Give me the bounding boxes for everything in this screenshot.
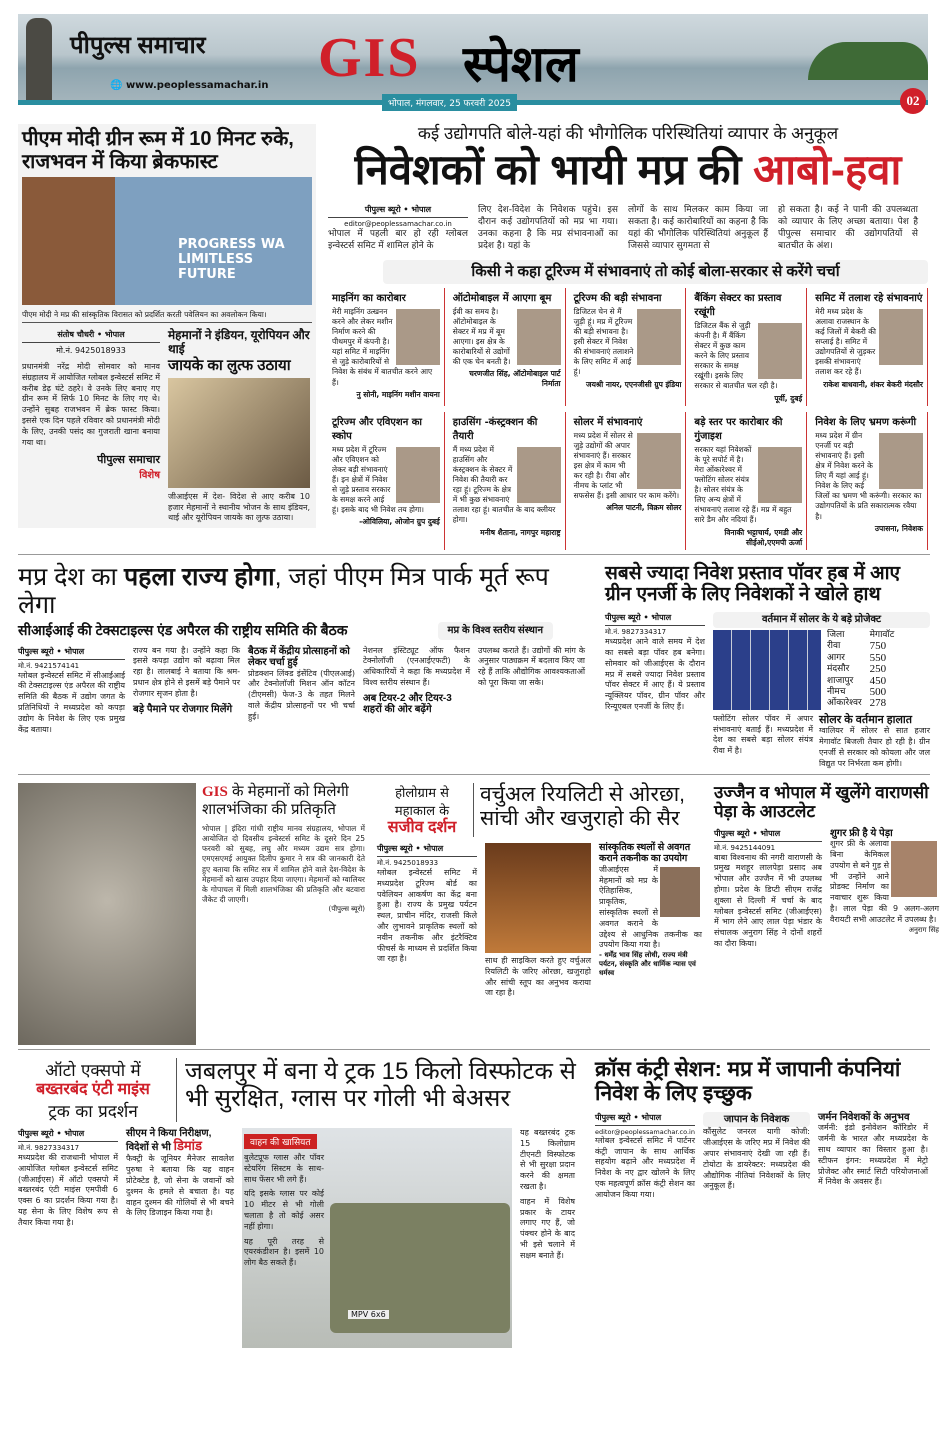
quote-card [449, 412, 566, 550]
quote-name: -ओविलिया, ओजोन ग्रुप दुबई [359, 517, 440, 527]
quote-text: डिजिटल चेन से मैं जुड़ी हूं। मप्र में टूरिज्म की बड़ी संभावना है। इसी सेक्टर में निवेश की संभावनाएं तलाशने के लिए समिट में आई हूं। [573, 306, 634, 377]
quote-title: निवेश के लिए भ्रमण करूंगी [815, 416, 917, 428]
feature-item: यह बख्तरबंद ट्रक 15 किलोग्राम टीएनटी विस्फोटक से भी सुरक्षा प्रदान करने की क्षमता रखता है। [520, 1127, 575, 1191]
headline: सबसे ज्यादा निवेश प्रस्ताव पॉवर हब में आए ग्रीन एनर्जी के लिए निवेशकों ने खोले हाथ [605, 562, 901, 606]
globe-icon: 🌐 [110, 80, 126, 91]
masthead-area [0, 0, 945, 116]
german-body: जर्मनी: इंडो इनोवेशन कॉरिडोर में जर्मनी के भारत और मध्यप्रदेश के साथ व्यापार का विस्तार हुआ है। स्टीफन इंगन: मध्यप्रदेश में मेट्रो प्रोजेक्ट और स्मार्ट सिटी परियोजनाओं में निवेश के अवसर हैं। [818, 1123, 928, 1187]
quote-card [811, 412, 928, 550]
col-district: जिला [827, 629, 845, 640]
island-image [808, 42, 928, 80]
quote-text: मध्य प्रदेश में ग्रीन एनर्जी पर बड़ी संभावनाएं हैं। इसी क्षेत्र में निवेश करने के लिए मैं यहां आई हूं। निवेश के लिए कई जिलों का भ्रमण भी करूंगी। सरकार का उद्योगपतियों के प्रति सकारात्मक रवैया है। [815, 430, 922, 521]
quote-name: राकेश बाधवानी, शंकर बेकरी मंदसौर [823, 379, 923, 389]
main-headline-highlight: आबो-हवा [753, 145, 902, 193]
headline-part: मप्र देश का [18, 562, 118, 591]
headline: उज्जैन व भोपाल में खुलेंगे वाराणसी पेड़ा के आउटलेट [714, 782, 929, 822]
power-hub-story [605, 563, 930, 770]
subhead-meeting: बैठक में केंद्रीय प्रोत्साहनों को लेकर चर्चा हुई [248, 645, 350, 669]
byline: पीपुल्स ब्यूरो • भोपाल [328, 204, 468, 218]
special-logo: पीपुल्स समाचार [97, 453, 160, 467]
subhead: सीएम ने किया निरीक्षण, [126, 1127, 212, 1139]
story-body-2: साथ ही साइकिल करते हुए वर्चुअल रियलिटी के जरिए ओरछा, खजुराहो और सांची स्तूप का अनुभव कराया जा रहा है। [485, 955, 591, 998]
story-body: मध्यप्रदेश की राजधानी भोपाल में आयोजित ग्लोबल इन्वेस्टर्स समिट (जीआईएस) में ऑटो एक्सपो में बख्तरबंद एंटी माइंस एमपीवी 6 एक्स 6 का प्रदर्शन किया गया है। यह सेना के लिए विशेष रूप से तैयार किया गया है। [18, 1152, 118, 1227]
quote-card [328, 288, 445, 406]
byline: पीपुल्स ब्यूरो • भोपाल [18, 646, 125, 660]
headline-bold: पहला राज्य होगा [123, 562, 275, 591]
row-2 [0, 555, 945, 774]
feature-item: बुलेटप्रूफ ग्लास और पॉवर स्टेयरिंग सिस्टम के साथ-साथ फेंसर भी लगे हैं। [244, 1152, 324, 1184]
side-headline: ऑटो एक्सपो में [45, 1060, 141, 1081]
email: editor@peoplessamachar.co.in [595, 1127, 695, 1136]
district: रीवा [827, 641, 841, 652]
feature-item: यदि इसके ग्लास पर कोई 10 मीटर से भी गोली चलाता है तो कोई असर नहीं होगा। [244, 1189, 324, 1231]
quote-card [449, 288, 566, 406]
row-4 [0, 1050, 945, 1352]
col-4: नेशनल इंस्टिट्यूट ऑफ फैशन टेक्नोलॉजी (एनआईएफटी) के अधिकारियों ने कहा कि मध्यप्रदेश में विश्व स्तरीय संस्थान हैं। [363, 645, 470, 687]
feature-item: वाहन में विशेष प्रकार के टायर लगाए गए हैं, जो पंक्चर होने के बाद भी इसे चलाने में सक्षम बनाते हैं। [520, 1196, 575, 1260]
quote-text: सरकार यहां निवेशकों के पूरे सपोर्ट में है। मेरा ओंकारेश्वर में फ्लोटिंग सोलर संयंत्र है। सोलर संयंत्र के लिए अन्य क्षेत्रों में संभावनाएं तलाश रहे हैं। मप्र में बहुत सारे डैम और नदियां हैं। [694, 444, 792, 525]
edition-date: भोपाल, मंगलवार, 25 फरवरी 2025 [382, 94, 517, 111]
quote-name: मनीष शैताना, नागपुर महाराष्ट्र [480, 527, 561, 537]
chefs-photo [168, 378, 310, 488]
phone: मो.नं. 9421574141 [18, 661, 80, 670]
page-number: 02 [900, 88, 926, 114]
col-mw: मेगावॉट [869, 629, 895, 640]
subhead: सीआईआई की टेक्सटाइल्स एंड अपैरल की राष्ट्रीय समिति की बैठक [18, 622, 348, 639]
subhead-body: फैक्ट्री के जूनियर मैनेजर सावलेश पुरुषा ने बताया कि यह वाहन प्रोटेक्टेड है, जो सेना के जवानों को दुश्मन के हमले से बचाता है। यह वाहन दुश्मन की गोलियों से भी बचने के लिए डिजाइन किया गया है। [126, 1154, 234, 1218]
megawatt: 750 [869, 640, 887, 653]
col-3: प्रोडक्शन लिंक्ड इंसेंटिव (पीएलआई) और टेक्नोलॉजी मिशन ऑन कॉटन (टीएमसी) फेज-3 के तहत मिलने वाले केंद्रीय प्रोत्साहनों पर भी चर्चा हुई। [248, 668, 355, 721]
source: (पीपुल्स ब्यूरो) [328, 905, 365, 914]
col-1: ग्लोबल इन्वेस्टर्स समिट में सीआईआई की टेक्सटाइल्स एंड अपैरल की राष्ट्रीय समिति की बैठक में उद्योग जगत के प्रतिनिधियों ने मध्यप्रदेश को कपड़ा उद्योग के निवेश के लिए एक प्रमुख केंद्र बताया। [18, 670, 125, 734]
table-row [823, 698, 898, 709]
headline: क्रॉस कंट्री सेशन: मप्र में जापानी कंपनियां निवेश के लिए इच्छुक [595, 1057, 901, 1105]
photo-caption: पीएम मोदी ने मप्र की सांस्कृतिक विरासत को प्रदर्शित करती पवेलियन का अवलोकन किया। [22, 308, 312, 323]
photo-signage: PROGRESS WA LIMITLESS FUTURE [178, 237, 285, 282]
col-5: उपलब्ध कराते हैं। उद्योगों की मांग के अनुसार पाठ्यक्रम में बदलाव किए जा रहे हैं ताकि औद्योगिक आवश्यकताओं को पूरा किया जा सके। [478, 645, 585, 687]
quote-title: माइनिंग का कारोबार [332, 292, 406, 304]
story-body: मध्यप्रदेश आने वाले समय में देश का सबसे बड़ा पॉवर हब बनेगा। सोमवार को जीआईएस के दौरान मप्र में सबसे ज्यादा निवेश प्रस्ताव पॉवर सेक्टर में आए हैं। ये प्रस्ताव न्यूक्लियर पॉवर, ग्रीन पॉवर और रिन्यूएबल एनर्जी के लिए हैं। [605, 637, 705, 711]
subhead-jobs: बड़े पैमाने पर रोजगार मिलेंगे [133, 703, 233, 715]
district: नीमच [827, 687, 846, 698]
solar-panel-photo [713, 630, 821, 710]
email: editor@peoplessamachar.co.in [344, 219, 452, 228]
japan-body: कौंसुलेट जनरल यागी कोजी: जीआईएस के जरिए मप्र में निवेश की अपार संभावनाएं देखी जा रही हैं। टोयोटा के डायरेक्टर: मध्यप्रदेश की औद्योगिक नीतियां निवेशकों के लिए अनुकूल हैं। [703, 1127, 810, 1191]
quote-card [570, 412, 687, 550]
plate: MPV 6x6 [348, 1310, 389, 1319]
quote-card [328, 412, 445, 550]
investor-photo [879, 433, 923, 489]
quote-title: समिट में तलाश रहे संभावनाएं [815, 292, 923, 304]
quote-name: अनिल पाटनी, विक्रम सोलर [606, 503, 682, 513]
story-body: प्रधानमंत्री नरेंद्र मोदी सोमवार को मानव संग्रहालय में आयोजित ग्लोबल इन्वेस्टर्स समिट में करीब डेढ़ घंटे ठहरे। वे उनके लिए बनाए गए ग्रीन रूम में सिर्फ 10 मिनट के लिए गए थे। उन्होंने सुबह राजभवन में ब्रेक फास्ट किया। इससे एक दिन पहले रविवार को प्रधानमंत्री मोदी के लिए, उनकी पसंद का गुजराती खाना बनाया गया था। [22, 362, 160, 447]
headline-part: , जहां पीएम मित्र पार्क मूर्त रूप लेगा [18, 562, 549, 620]
phone: मो.नं. 9425018933 [56, 346, 126, 355]
quote-card [570, 288, 687, 406]
quote-title: हाउसिंग -कंस्ट्रक्शन की तैयारी [452, 416, 538, 442]
quote-title: टूरिज्म की बड़ी संभावना [573, 292, 662, 304]
pm-pavilion-photo [22, 177, 312, 305]
table-row [823, 641, 898, 652]
table-row [823, 675, 898, 686]
investor-photo [396, 447, 440, 503]
quote-card [690, 412, 807, 550]
solar-projects-table [823, 630, 898, 710]
megawatt: 278 [869, 697, 887, 710]
subhead: शुगर फ्री है ये पेड़ा [830, 827, 893, 839]
intro-col-3: लोगों के साथ मिलकर काम किया जा सकता है। कई कारोबारियों का कहना है कि यहां की भौगोलिक परिस्थितियां अनुकूल हैं जिससे व्यापार सुगमता से [628, 204, 768, 252]
investor-photo [517, 309, 561, 365]
quote-card [690, 288, 807, 406]
institutions-label: मप्र के विश्व स्तरीय संस्थान [438, 622, 553, 640]
investor-photo [637, 309, 681, 365]
cross-country-story [595, 1058, 930, 1201]
peda-outlet-story [714, 783, 939, 950]
kicker: कई उद्योगपति बोले-यहां की भौगोलिक परिस्थितियां व्यापार के अनुकूल [417, 124, 839, 143]
phone: मो.नं. 9827334317 [605, 628, 667, 637]
quote-text: डिजिटल बैंक से जुड़ी कंपनी है। मैं बैंकिंग सेक्टर में कुछ काम करने के लिए प्रस्ताव सरकार के समक्ष रखूंगी। इसके लिए सरकार से बातचीत चल रही है। [694, 320, 778, 391]
table-header [823, 630, 898, 641]
megawatt: 450 [869, 674, 887, 687]
story-body: ग्लोबल इन्वेस्टर्स समिट में मध्यप्रदेश टूरिज्म बोर्ड का पवेलियन आकर्षण का केंद्र बना हुआ है। राज्य के प्रमुख पर्यटन स्थल, प्राचीन मंदिर, राजसी किले और लुभावने प्राकृतिक स्थलों को नवीन तकनीक और इंटरैक्टिव फीचर्स के माध्यम से प्रदर्शित किया जा रहा है। [377, 867, 477, 964]
pm-greenroom-story [18, 124, 316, 528]
row-3 [0, 775, 945, 1049]
subhead-tier: अब टियर-2 और टियर-3 शहरों की ओर बढ़ेंगे [363, 692, 452, 716]
quote-name: जयश्री नायर, एएनजीसी ग्रुप इंडिया [586, 379, 682, 389]
website-link[interactable] [110, 80, 268, 91]
side-headline: मेहमानों ने इंडियन, यूरोपियन और थाई [168, 328, 310, 356]
quote-title: ऑटोमोबाइल में आएगा बूम [452, 292, 552, 304]
main-headline: निवेशकों को भायी मप्र की [354, 145, 742, 193]
story-body: बाबा विश्वनाथ की नगरी वाराणसी के प्रमुख मशहूर लालपेड़ा प्रसाद अब भोपाल और उज्जैन में भी उपलब्ध होगा। प्रदेश के डिप्टी सीएम राजेंद्र शुक्ला से दिल्ली में चर्चा के बाद ग्लोबल इन्वेस्टर्स समिट (जीआईएस) में भाग लेने आए लाल पेड़ा भंडार के संचालक अनुराग सिंह ने दोनों शहरों का दौरा किया। [714, 852, 822, 949]
quote-name: पूर्वी, दुबई [774, 393, 803, 403]
tourism-box-title: किसी ने कहा टूरिज्म में संभावनाएं तो कोई बोला-सरकार से करेंगे चर्चा [471, 263, 840, 281]
side-headline-red: सजीव दर्शन [387, 818, 457, 836]
german-subhead: जर्मन निवेशकों के अनुभव [818, 1111, 910, 1123]
side-headline: होलोग्राम से महाकाल के [394, 785, 450, 819]
subhead-red: डिमांड [173, 1138, 202, 1154]
person-name: अनुराग सिंह [908, 925, 939, 934]
intro-col-1: भोपाल में पहली बार हो रही ग्लोबल इन्वेस्टर्स समिट में शामिल होने के [328, 228, 468, 251]
minister-photo [660, 867, 700, 917]
divider [176, 1058, 177, 1122]
quote-text: मध्य प्रदेश में सोलर से जुड़े उद्योगों की अपार संभावनाएं हैं। सरकार इस क्षेत्र में काम भी कर रही है। रीवा और नीमच के प्लांट भी सफसेस हैं। इसी आधार पर काम करेंगे। [573, 430, 680, 501]
byline: पीपुल्स ब्यूरो • भोपाल [605, 612, 705, 626]
quote-title: बड़े स्तर पर कारोबार की गुंजाइश [694, 416, 783, 442]
quote-title: बैंकिंग सेक्टर का प्रस्ताव रखूंगी [694, 292, 782, 318]
quote-title: टूरिज्म और एविएशन का स्कोप [332, 416, 423, 442]
col-2: राज्य बन गया है। उन्होंने कहा कि इससे कपड़ा उद्योग को बढ़ावा मिल रहा है। लालबाई ने बताया कि श्रम-प्रधान क्षेत्र होने से इसमें बड़े पैमाने पर रोजगार सृजन होता है। [133, 645, 240, 698]
quote-text: मैं मध्य प्रदेश में हाउसिंग और कंस्ट्रक्शन के सेक्टर में निवेश की तैयारी कर रहा हूं। टूरिज्म के क्षेत्र में भी कुछ संभावनाएं तलाश रहा हूं। बातचीत के बाद क्लीयर होगा। [452, 444, 556, 525]
quote-text: मेरी माइनिंग उत्खनन करने और लेकर मशीन निर्माण करने की पीथमपुर में कंपनी है। यहां समिट में माइनिंग से जुड़े कारोबारियों से निवेश के संबंध में बातचीत करने आए हैं। [332, 306, 433, 387]
masthead-banner [18, 14, 928, 104]
byline: पीपुल्स ब्यूरो • भोपाल [18, 1128, 118, 1142]
anurag-singh-photo [891, 841, 937, 897]
side-headline: ट्रक का प्रदर्शन [48, 1101, 138, 1122]
features-tag: वाहन की खासियत [244, 1134, 317, 1149]
subhead-body: जीआईएस में मेहमानों को मप्र के ऐतिहासिक, प्राकृतिक, सांस्कृतिक स्थलों से अवगत कराने के उद्देश्य से आधुनिक तकनीक का उपयोग किया गया है। [599, 864, 702, 950]
quote-name: चरणजीत सिंह, ऑटोमोबाइल पार्ट निर्माता [469, 369, 561, 389]
district: ओंकारेश्वर [827, 698, 862, 709]
phone: मो.नं. 9425018933 [377, 858, 439, 867]
auto-expo-story [18, 1058, 583, 1348]
quote-name: उपासना, निवेशक [874, 523, 923, 533]
quote-text: ईवी का समय है। ऑटोमोबाइल के सेक्टर में मप्र में बूम आएगा। इस क्षेत्र के कारोबारियों से उद्योगों की एक चेन बनती है। [452, 306, 511, 367]
quotes-grid [328, 288, 928, 550]
table-row [823, 653, 898, 664]
megawatt: 500 [869, 686, 887, 699]
special-tag: विशेष [139, 470, 160, 482]
japan-subhead: जापान के निवेशक [703, 1112, 810, 1128]
quote-text: मेरी मध्य प्रदेश के अलावा राजस्थान के कई जिलों में बेकरी की सप्लाई है। समिट में उद्योगपतियों से जुड़कर इसकी संभावनाएं तलाश कर रहे हैं। [815, 306, 876, 377]
feature-item: यह पूरी तरह से एयरकंडीशन है। इसमें 10 लोग बैठ सकते हैं। [244, 1236, 324, 1268]
investor-photo [517, 447, 561, 503]
section-title-special: स्पेशल [463, 35, 579, 93]
quote-card [811, 288, 928, 406]
pm-mitra-story [18, 563, 593, 736]
table-row [823, 664, 898, 675]
truck-shape [330, 1203, 510, 1333]
phone: मो.नं. 9827334317 [18, 1143, 80, 1152]
solar-left-text: फ्लोटिंग सोलर पॉवर में अपार संभावनाएं बताई हैं। मध्यप्रदेश में देश का सबसे बड़ा सोलर संयंत्र रीवा में है। [713, 713, 813, 756]
quote-text: मध्य प्रदेश में टूरिज्म और एविएशन को लेकर बड़ी संभावनाएं हैं। इन क्षेत्रों में निवेश से जुड़े प्रस्ताव सरकार के समक्ष करने आई हूं। इसके बाद भी निवेश तय होगा। [332, 444, 424, 515]
intro-col-4: हो सकता है। कई ने पानी की उपलब्धता को व्यापार के लिए अच्छा बताया। पेश है पीपुल्स समाचार की उद्योगपतियों से बातचीत के अंश। [778, 204, 918, 252]
investor-photo [758, 323, 802, 379]
solar-table-title: वर्तमान में सोलर के ये बड़े प्रोजेक्ट [713, 612, 930, 628]
district: शाजापुर [827, 675, 854, 686]
byline: पीपुल्स ब्यूरो • भोपाल [595, 1112, 695, 1126]
table-row [823, 687, 898, 698]
megawatt: 250 [869, 663, 887, 676]
side-caption: जीआईएस में देश- विदेश से आए करीब 10 हजार मेहमानों ने स्थानीय भोजन के साथ इंडियन, थाई और यूरोपियन जायके का लुत्फ उठाया। [168, 491, 310, 523]
investor-photo [637, 433, 681, 489]
divider [473, 783, 474, 837]
district: मंदसौर [827, 664, 850, 675]
shalbhanjika-story [18, 783, 365, 1045]
side-headline-red: बख्तरबंद एंटी माइंस [36, 1080, 150, 1098]
investors-main-story [328, 124, 928, 550]
quote-title: सोलर में संभावनाएं [573, 416, 643, 428]
shalbhanjika-sculpture-photo [18, 783, 196, 1045]
row-1 [0, 116, 945, 554]
website-text: www.peoplessamachar.in [125, 80, 269, 91]
quote-name: नु सोनी, माइनिंग मशीन वायना [356, 389, 440, 399]
headline-gis: GIS [202, 783, 228, 800]
headline: वर्चुअल रियलिटी से ओरछा, सांची और खजुराहो की सैर [480, 782, 685, 830]
byline: पीपुल्स ब्यूरो • भोपाल [714, 828, 822, 842]
investor-photo [396, 309, 440, 365]
quote-name: विनाकी भट्टाचार्य, एमडी और सीईओ,एएमपी ऊर्जा [724, 527, 803, 547]
intro-col-2: लिए देश-विदेश के निवेशक पहुंचे। इस दौरान कई उद्योगपतियों को मप्र भा गया। उनका कहना है कि मप्र संभावनाओं का प्रदेश है। यहां के [478, 204, 618, 252]
byline: पीपुल्स ब्यूरो • भोपाल [377, 843, 477, 857]
section-title-gis: GIS [318, 27, 421, 89]
megawatt: 550 [869, 651, 887, 664]
headline: जबलपुर में बना ये ट्रक 15 किलो विस्फोटक से भी सुरक्षित, ग्लास पर गोली भी बेअसर [185, 1057, 576, 1113]
statue-image [26, 18, 52, 102]
mahakal-hologram-photo [485, 843, 591, 953]
solar-status-head: सोलर के वर्तमान हालात [819, 713, 913, 726]
phone: मो.नं. 9425144091 [714, 843, 776, 852]
minister-attribution: - धर्मेंद्र भाव सिंह लोधी, राज्य मंत्री पर्यटन, संस्कृति और धार्मिक न्यास एवं धर्मस्व [599, 951, 696, 978]
armored-truck-photo [242, 1128, 512, 1348]
tourism-vr-story [377, 783, 702, 1000]
side-headline-bold: जायके का लुत्फ उठाया [168, 356, 291, 374]
newspaper-logo: पीपुल्स समाचार [70, 32, 206, 59]
story-body: ग्लोबल इन्वेस्टर्स समिट में पार्टनर कंट्री जापान के साथ आर्थिक सहयोग बढ़ाने और मध्यप्रदेश में निवेश के नए द्वार खोलने के लिए एक महत्वपूर्ण क्रॉस कंट्री सेशन का आयोजन किया गया। [595, 1135, 695, 1199]
subhead: सांस्कृतिक स्थलों से अवगत कराने तकनीक का उपयोग [599, 841, 691, 864]
district: आगर [827, 652, 845, 663]
story-body: भोपाल | इंदिरा गांधी राष्ट्रीय मानव संग्रहालय, भोपाल में आयोजित दो दिवसीय इन्वेस्टर्स समिट के दूसरे दिन 25 फरवरी को सुबह, लघु और मध्यम उद्यम सत्र होगा। एमएसएमई आयुक्त दिलीप कुमार ने सत्र की जानकारी देते हुए बताया कि समिट सत्र में शामिल होने वाले देश-विदेश के मेहमानों को खास उपहार दिया जाएगा। मेहमानों को ग्वालियर के गोपाचल में मिली शालभंजिका की प्रतिकृति और बटवारा जैकेट दी जाएगी। [202, 824, 365, 904]
solar-right-text: ग्वालियर में सोलर से सात हजार मेगावॉट बिजली तैयार हो रही है। ग्रीन एनर्जी से सरकार को कोयला और जल विद्युत पर निर्भरता कम होगी। [819, 726, 930, 768]
headline: के मेहमानों को मिलेगी शालभंजिका की प्रतिकृति [202, 782, 349, 818]
subhead: विदेशों से भी [126, 1142, 171, 1154]
byline: संतोष चौधरी • भोपाल [22, 329, 160, 343]
subhead-body: शुगर फ्री के अलावा बिना केमिकल उपयोग से बने गुड़ से भी उन्होंने आने प्रोडक्ट निर्माण का नवाचार शुरू किया है। लाल पेड़ा की 9 अलग-अलग वैरायटी सभी आउटलेट में उपलब्ध है। [830, 839, 939, 924]
headline: पीएम मोदी ग्रीन रूम में 10 मिनट रुके, राजभवन में किया ब्रेकफास्ट [22, 128, 294, 173]
investor-photo [879, 309, 923, 365]
investor-photo [758, 447, 802, 503]
tourism-box-title-bar [383, 260, 928, 283]
